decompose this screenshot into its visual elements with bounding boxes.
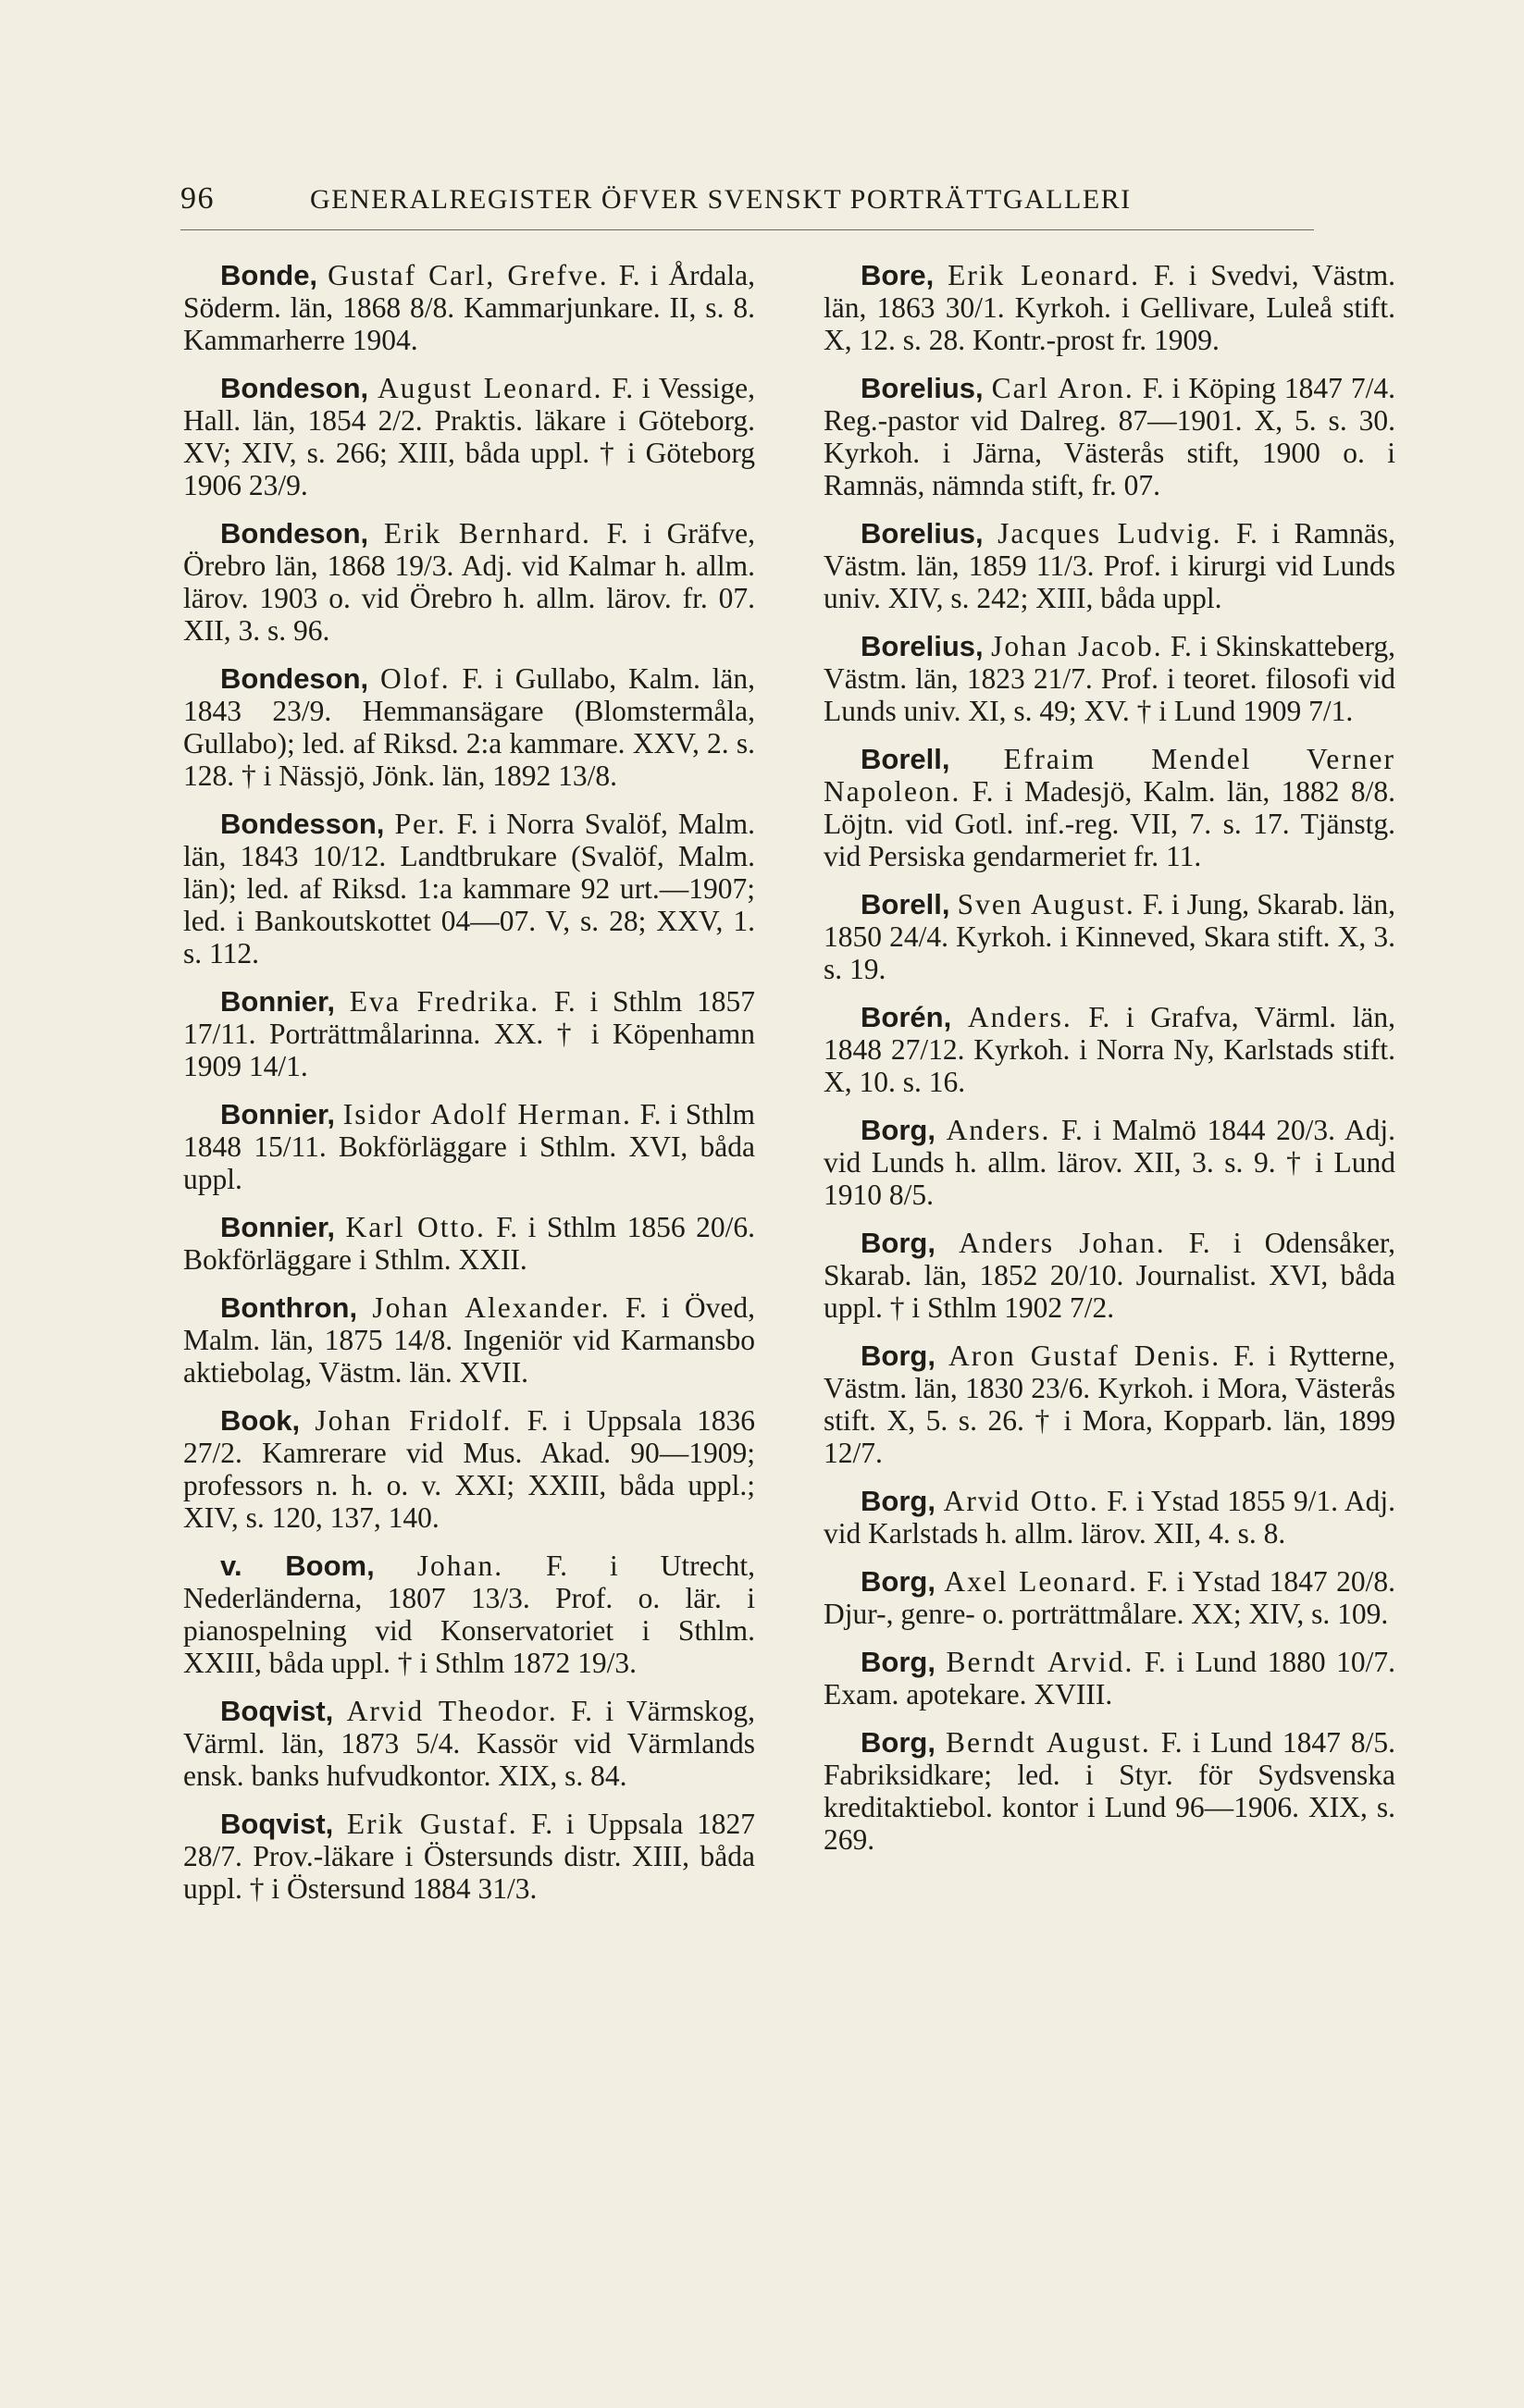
entry-details: F. i Årdala, Söderm. län, 1868 8/8. Kammarjunkare. II, s. 8. Kammarherre 1904. xyxy=(183,259,756,356)
entry-details: F. i Rytterne, Västm. län, 1830 23/6. Kyrkoh. i Mora, Västerås stift. X, 5. s. 26. † i Mora, Kopparb. län, 1899 12/7. xyxy=(824,1340,1395,1469)
register-entry xyxy=(183,372,755,501)
entry-given-names: Sven August. xyxy=(957,888,1135,920)
register-entry xyxy=(183,1808,755,1905)
entry-given-names: Carl Aron. xyxy=(991,372,1134,404)
page-header xyxy=(180,181,1314,230)
entry-given-names: Karl Otto. xyxy=(345,1211,486,1243)
register-entry xyxy=(824,1340,1395,1469)
entry-given-names: Efraim Mendel Verner Napoleon. xyxy=(824,743,1395,808)
entry-details: F. i Skinskatteberg, Västm. län, 1823 21/7. Prof. i teoret. filosofi vid Lunds univ. XI, s. 49; XV. † i Lund 1909 7/1. xyxy=(824,630,1395,727)
entry-details: F. i Lund 1847 8/5. Fabriksidkare; led. i Styr. för Sydsvenska kreditaktiebol. kontor i Lund 96—1906. XIX, s. 269. xyxy=(824,1726,1395,1856)
register-entry xyxy=(183,1098,755,1195)
entry-surname: Bonthron, xyxy=(220,1291,358,1324)
entry-details: F. i Sthlm 1857 17/11. Porträttmålarinna. XX. † i Köpenhamn 1909 14/1. xyxy=(183,985,756,1082)
register-entry xyxy=(183,662,755,792)
entry-given-names: Johan. xyxy=(416,1550,504,1582)
register-entry xyxy=(824,372,1395,501)
entry-details: F. i Sthlm 1856 20/6. Bokförläggare i Sthlm. XXII. xyxy=(183,1211,755,1276)
entry-given-names: Jacques Ludvig. xyxy=(997,517,1222,550)
entry-details: F. i Madesjö, Kalm. län, 1882 8/8. Löjtn. vid Gotl. inf.-reg. VII, 7. s. 17. Tjänstg. vid Persiska gendarmeriet fr. 11. xyxy=(824,775,1395,872)
entry-details: F. i Öved, Malm. län, 1875 14/8. Ingeniör vid Karmansbo aktiebolag, Västm. län. XVII. xyxy=(183,1291,756,1389)
register-entry xyxy=(183,517,755,647)
entry-given-names: Axel Leonard. xyxy=(944,1565,1138,1598)
entry-given-names: Johan Fridolf. xyxy=(315,1404,513,1437)
entry-details: F. i Vessige, Hall. län, 1854 2/2. Praktis. läkare i Göteborg. XV; XIV, s. 266; XIII, båda uppl. † i Göteborg 1906 23/9. xyxy=(183,372,755,501)
register-entry xyxy=(824,1485,1395,1550)
register-entry xyxy=(824,1227,1395,1324)
register-entry xyxy=(183,1550,755,1679)
entry-given-names: Erik Leonard. xyxy=(948,259,1141,291)
entry-given-names: Gustaf Carl, Grefve. xyxy=(328,259,609,291)
entry-given-names: Per. xyxy=(394,808,447,840)
entry-given-names: Arvid Theodor. xyxy=(346,1695,558,1727)
entry-details: F. i Värmskog, Värml. län, 1873 5/4. Kassör vid Värmlands ensk. banks hufvudkontor. XIX, s. 84. xyxy=(183,1695,755,1792)
entry-surname: Bonnier, xyxy=(220,1098,336,1130)
entry-given-names: Anders. xyxy=(946,1114,1051,1146)
entry-details: F. i Uppsala 1827 28/7. Prov.-läkare i Östersunds distr. XIII, båda uppl. † i Östersund 1884 31/3. xyxy=(183,1808,755,1905)
register-entry xyxy=(824,1646,1395,1710)
entry-surname: Borg, xyxy=(861,1227,935,1259)
entry-given-names: Isidor Adolf Herman. xyxy=(342,1098,632,1130)
entry-surname: Borg, xyxy=(861,1646,935,1678)
entry-given-names: Anders. xyxy=(967,1001,1072,1033)
entry-surname: Bondesson, xyxy=(220,808,385,840)
register-entry xyxy=(183,985,755,1082)
entry-given-names: Eva Fredrika. xyxy=(349,985,540,1018)
entry-given-names: Arvid Otto. xyxy=(943,1485,1099,1517)
entry-details: F. i Sthlm 1848 15/11. Bokförläggare i Sthlm. XVI, båda uppl. xyxy=(183,1098,755,1195)
entry-surname: Borg, xyxy=(861,1340,935,1372)
entry-details: F. i Utrecht, Nederländerna, 1807 13/3. Prof. o. lär. i pianospelning vid Konservatoriet i Sthlm. XXIII, båda uppl. † i Sthlm 1872 19/3. xyxy=(183,1550,756,1679)
entry-details: F. i Uppsala 1836 27/2. Kamrerare vid Mus. Akad. 90—1909; professors n. h. o. v. XXI; XXIII, båda uppl.; XIV, s. 120, 137, 140. xyxy=(183,1404,755,1534)
entry-details: F. i Lund 1880 10/7. Exam. apotekare. XVIII. xyxy=(824,1646,1395,1710)
entry-given-names: Johan Alexander. xyxy=(372,1291,611,1324)
register-entry xyxy=(183,1211,755,1276)
entry-details: F. i Svedvi, Västm. län, 1863 30/1. Kyrkoh. i Gellivare, Luleå stift. X, 12. s. 28. Kontr.-prost fr. 1909. xyxy=(824,259,1395,356)
entry-details: F. i Ystad 1855 9/1. Adj. vid Karlstads h. allm. lärov. XII, 4. s. 8. xyxy=(824,1485,1395,1550)
register-entry xyxy=(824,743,1395,872)
entry-details: F. i Norra Svalöf, Malm. län, 1843 10/12. Landtbrukare (Svalöf, Malm. län); led. af Riksd. 1:a kammare 92 urt.—1907; led. i Bankoutskottet 04—07. V, s. 28; XXV, 1. s. 112. xyxy=(183,808,755,969)
entry-given-names: Erik Gustaf. xyxy=(346,1808,518,1840)
entry-surname: Borelius, xyxy=(861,517,984,550)
register-entry xyxy=(183,1695,755,1792)
entry-surname: Borg, xyxy=(861,1114,935,1146)
register-entry xyxy=(824,1001,1395,1098)
register-entry xyxy=(824,517,1395,614)
entry-details: F. i Ramnäs, Västm. län, 1859 11/3. Prof. i kirurgi vid Lunds univ. XIV, s. 242; XIII, båda uppl. xyxy=(824,517,1396,614)
entry-surname: Bore, xyxy=(861,259,935,291)
register-entry xyxy=(824,1565,1395,1630)
entry-details: F. i Gräfve, Örebro län, 1868 19/3. Adj. vid Kalmar h. allm. lärov. 1903 o. vid Örebro h. allm. lärov. fr. 07. XII, 3. s. 96. xyxy=(183,517,755,647)
entry-given-names: Berndt Arvid. xyxy=(946,1646,1134,1678)
entry-given-names: Aron Gustaf Denis. xyxy=(948,1340,1221,1372)
page-number: 96 xyxy=(180,181,215,216)
register-entry xyxy=(824,259,1395,356)
name-prefix: v. xyxy=(220,1550,286,1582)
entry-details: F. i Ystad 1847 20/8. Djur-, genre- o. porträttmålare. XX; XIV, s. 109. xyxy=(824,1565,1395,1630)
entry-given-names: August Leonard. xyxy=(377,372,603,404)
entry-given-names: Johan Jacob. xyxy=(991,630,1163,662)
entry-details: F. i Gullabo, Kalm. län, 1843 23/9. Hemmansägare (Blomstermåla, Gullabo); led. af Riksd. 2:a kammare. XXV, 2. s. 128. † i Nässjö, Jönk. län, 1892 13/8. xyxy=(183,662,756,792)
entry-surname: Boqvist, xyxy=(220,1695,334,1727)
running-title: GENERALREGISTER ÖFVER SVENSKT PORTRÄTTGALLERI xyxy=(310,184,1132,215)
entry-surname: Borelius, xyxy=(861,630,984,662)
entry-surname: Bondeson, xyxy=(220,372,369,404)
entry-details: F. i Köping 1847 7/4. Reg.-pastor vid Dalreg. 87—1901. X, 5. s. 30. Kyrkoh. i Järna, Västerås stift, 1900 o. i Ramnäs, nämnda stift, fr. 07. xyxy=(824,372,1396,501)
entry-surname: Boqvist, xyxy=(220,1808,334,1840)
entry-surname: Boom, xyxy=(285,1550,375,1582)
register-entry xyxy=(824,1114,1395,1211)
entry-given-names: Berndt August. xyxy=(945,1726,1151,1759)
entry-surname: Bonde, xyxy=(220,259,318,291)
entry-surname: Bonnier, xyxy=(220,985,336,1018)
entry-given-names: Anders Johan. xyxy=(959,1227,1166,1259)
entry-details: F. i Grafva, Värml. län, 1848 27/12. Kyrkoh. i Norra Ny, Karlstads stift. X, 10. s. 16. xyxy=(824,1001,1396,1098)
entry-surname: Book, xyxy=(220,1404,301,1437)
entry-given-names: Erik Bernhard. xyxy=(383,517,591,550)
register-entry xyxy=(183,259,755,356)
entry-surname: Borg, xyxy=(861,1485,935,1517)
entry-surname: Bonnier, xyxy=(220,1211,336,1243)
register-entry xyxy=(183,808,755,969)
right-column xyxy=(824,259,1395,1871)
register-entry xyxy=(824,888,1395,985)
entry-surname: Borg, xyxy=(861,1726,935,1759)
entry-given-names: Olof. xyxy=(380,662,451,695)
register-entry xyxy=(183,1404,755,1534)
entry-details: F. i Jung, Skarab. län, 1850 24/4. Kyrkoh. i Kinneved, Skara stift. X, 3. s. 19. xyxy=(824,888,1395,985)
entry-surname: Bondeson, xyxy=(220,662,369,695)
left-column xyxy=(183,259,755,1920)
register-entry xyxy=(183,1291,755,1389)
entry-details: F. i Odensåker, Skarab. län, 1852 20/10. Journalist. XVI, båda uppl. † i Sthlm 1902 7/2. xyxy=(824,1227,1395,1324)
entry-surname: Borén, xyxy=(861,1001,952,1033)
entry-details: F. i Malmö 1844 20/3. Adj. vid Lunds h. allm. lärov. XII, 3. s. 9. † i Lund 1910 8/5. xyxy=(824,1114,1395,1211)
register-entry xyxy=(824,1726,1395,1856)
entry-surname: Borell, xyxy=(861,743,950,775)
entry-surname: Borelius, xyxy=(861,372,984,404)
entry-surname: Borell, xyxy=(861,888,950,920)
register-entry xyxy=(824,630,1395,727)
entry-surname: Bondeson, xyxy=(220,517,369,550)
entry-surname: Borg, xyxy=(861,1565,935,1598)
